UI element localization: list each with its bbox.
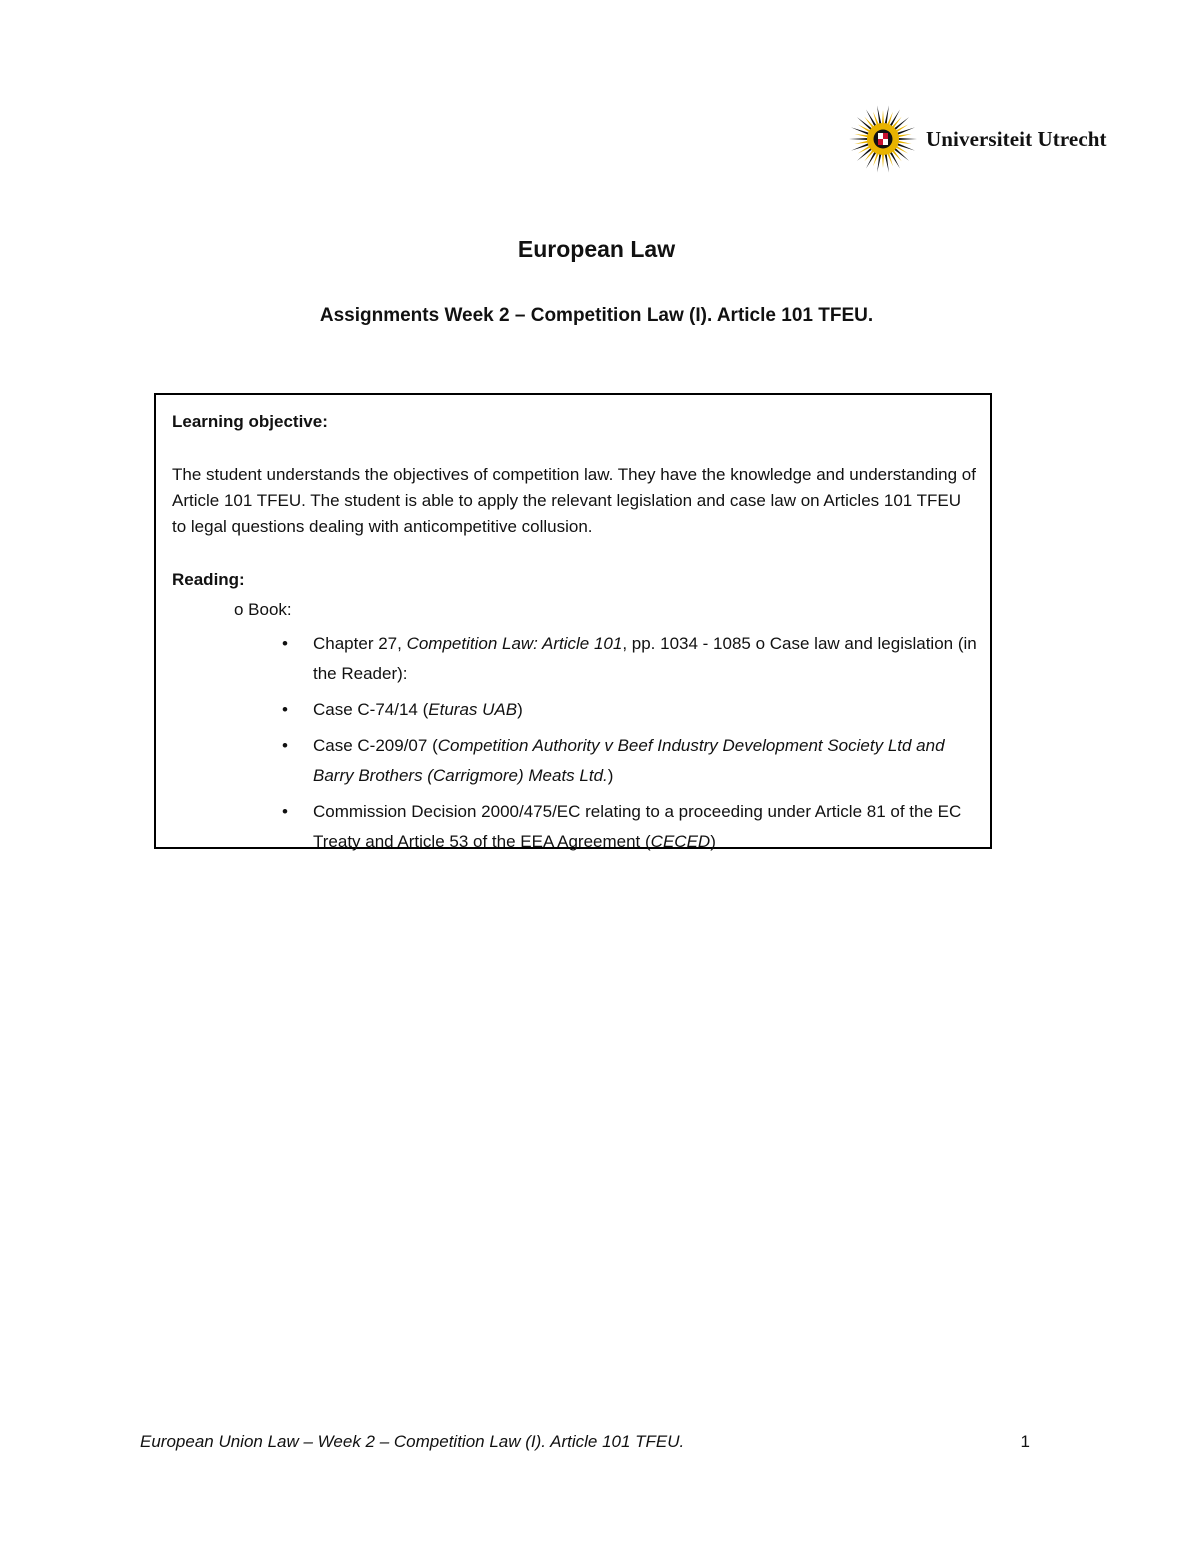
learning-objective-heading: Learning objective: [172, 412, 328, 431]
document-subtitle: Assignments Week 2 – Competition Law (I). Article 101 TFEU. [319, 305, 874, 326]
reading-list [172, 629, 978, 857]
book-label: o Book: [234, 600, 292, 619]
learning-objective-text: The student understands the objectives of competition law. They have the knowledge and understanding of Article 101 TFEU. The student is able to apply the relevant legislation and case law on Articles 101 TFEU to legal questions dealing with anticompetitive collusion. [172, 465, 976, 536]
logo-wordmark: Universiteit Utrecht [926, 126, 1107, 151]
bullet-icon: • [282, 736, 288, 755]
bullet-icon: • [282, 700, 288, 719]
bullet-icon: • [282, 634, 288, 653]
reading-item: • Chapter 27, Competition Law: Article 101, pp. 1034 - 1085 o Case law and legislation (in the Reader): [172, 629, 978, 689]
university-logo [848, 104, 1130, 174]
reading-item: • Case C-74/14 (Eturas UAB) [172, 695, 978, 725]
page-footer [140, 1432, 1030, 1452]
learning-objective-box [154, 393, 992, 849]
reading-heading: Reading: [172, 570, 245, 589]
document-title: European Law [517, 236, 676, 262]
sun-seal-icon [848, 104, 918, 174]
reading-item: • Commission Decision 2000/475/EC relating to a proceeding under Article 81 of the EC Treaty and Article 53 of the EEA Agreement (CECED) [172, 797, 978, 857]
page-number: 1 [1020, 1432, 1030, 1451]
footer-text: European Union Law – Week 2 – Competition Law (I). Article 101 TFEU. [140, 1432, 685, 1451]
reading-item: • Case C-209/07 (Competition Authority v Beef Industry Development Society Ltd and Barry Brothers (Carrigmore) Meats Ltd.) [172, 731, 978, 791]
bullet-icon: • [282, 802, 288, 821]
